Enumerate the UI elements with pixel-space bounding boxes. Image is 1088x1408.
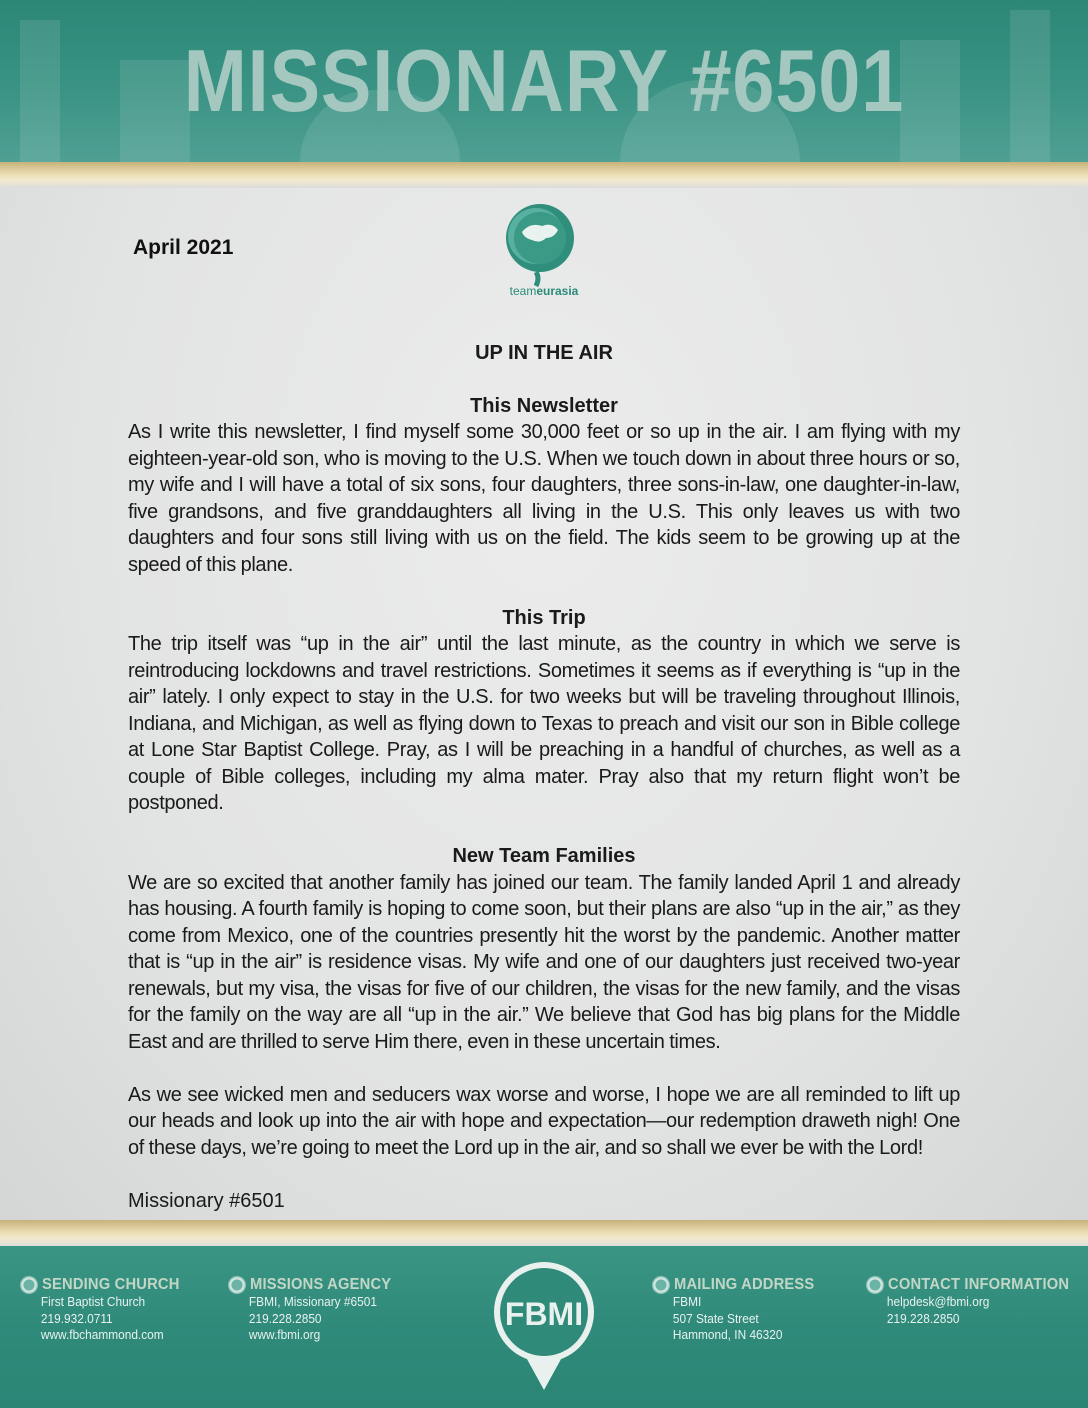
fbmi-logo [492, 1254, 596, 1394]
footer-mailing-address [652, 1276, 827, 1344]
header-gold-band [0, 162, 1088, 188]
section-paragraph: As I write this newsletter, I find myself some 30,000 feet or so up in the air. I am flying with my eighteen-year-old son, who is moving to the U.S. When we touch down in about three hours or so, my wife and I will have a total of six sons, four daughters, three sons-in-law, one daughter-in-law, five grandsons, and five granddaughters all living in the U.S. This only leaves us with two daughters and four sons still living with us on the field. The kids seem to be growing up at the speed of this plane. [128, 421, 960, 576]
header-banner [0, 0, 1088, 162]
globe-icon [866, 1276, 884, 1294]
newsletter-title: UP IN THE AIR [475, 342, 613, 364]
globe-icon [228, 1276, 246, 1294]
footer-line: Hammond, IN 46320 [672, 1328, 783, 1342]
footer-line: First Baptist Church [40, 1295, 146, 1309]
newsletter-date: April 2021 [133, 236, 234, 259]
footer-line: 219.932.0711 [40, 1311, 113, 1326]
team-eurasia-logo-text [496, 284, 592, 298]
page-title: MISSIONARY #6501 [183, 31, 905, 130]
footer-heading: MISSIONS AGENCY [250, 1276, 392, 1293]
footer-sending-church [20, 1276, 191, 1344]
section-heading: This Trip [502, 606, 586, 629]
footer-line: FBMI, Missionary #6501 [248, 1295, 377, 1309]
globe-icon [652, 1276, 670, 1294]
footer-line: 219.228.2850 [886, 1311, 960, 1326]
footer-missions-agency [228, 1276, 404, 1344]
footer-gold-band [0, 1220, 1088, 1246]
section-paragraph: We are so excited that another family has joined our team. The family landed April 1 and already has housing. A fourth family is hoping to come soon, but their plans are also “up in the air,” as they come from Mexico, one of the countries presently hit the worst by the pandemic. Another matter that is “up in the air” is residence visas. My wife and one of our daughters just received two-year renewals, but my visa, the visas for five of our children, the visas for the new family, and the visas for the family on the way are all “up in the air.” We believe that God has big plans for the Middle East and are thrilled to serve Him there, even in these uncertain times. [128, 871, 960, 1053]
closing-paragraph: As we see wicked men and seducers wax worse and worse, I hope we are all reminded to lift up our heads and look up into the air with hope and expectation—our redemption draweth nigh! One of these days, we’re going to meet the Lord up in the air, and so shall we ever be with the Lord! [128, 1083, 960, 1159]
globe-icon [20, 1276, 38, 1294]
newsletter-content [128, 340, 960, 1214]
footer-heading: MAILING ADDRESS [674, 1276, 815, 1293]
section-heading: This Newsletter [470, 394, 618, 417]
footer-email-link[interactable]: helpdesk@fbmi.org [886, 1295, 990, 1309]
footer-heading: SENDING CHURCH [42, 1276, 180, 1293]
footer [0, 1246, 1088, 1408]
footer-line: 507 State Street [672, 1311, 759, 1326]
footer-link[interactable]: www.fbmi.org [248, 1328, 321, 1342]
footer-line: FBMI [672, 1295, 702, 1309]
logo-text-team: team [509, 284, 537, 298]
footer-link[interactable]: www.fbchammond.com [40, 1328, 164, 1342]
section-paragraph: The trip itself was “up in the air” until the last minute, as the country in which we serve is reintroducing lockdowns and travel restrictions. Sometimes it seems as if everything is “up in the air” lately. I only expect to stay in the U.S. for two weeks but will be traveling throughout Illinois, Indiana, and Michigan, as well as flying down to Texas to preach and visit our son in Bible college at Lone Star Baptist College. Pray, as I will be preaching in a handful of churches, as well as a couple of Bible colleges, including my alma mater. Pray also that my return flight won’t be postponed. [128, 633, 960, 814]
globe-eurasia-icon [496, 198, 592, 288]
footer-line: 219.228.2850 [248, 1311, 322, 1326]
footer-heading: CONTACT INFORMATION [888, 1276, 1070, 1293]
logo-text-region: eurasia [536, 284, 579, 298]
section-heading: New Team Families [452, 845, 636, 867]
footer-contact-information [866, 1276, 1085, 1327]
signature: Missionary #6501 [128, 1189, 285, 1212]
fbmi-logo-text: FBMI [504, 1296, 584, 1332]
